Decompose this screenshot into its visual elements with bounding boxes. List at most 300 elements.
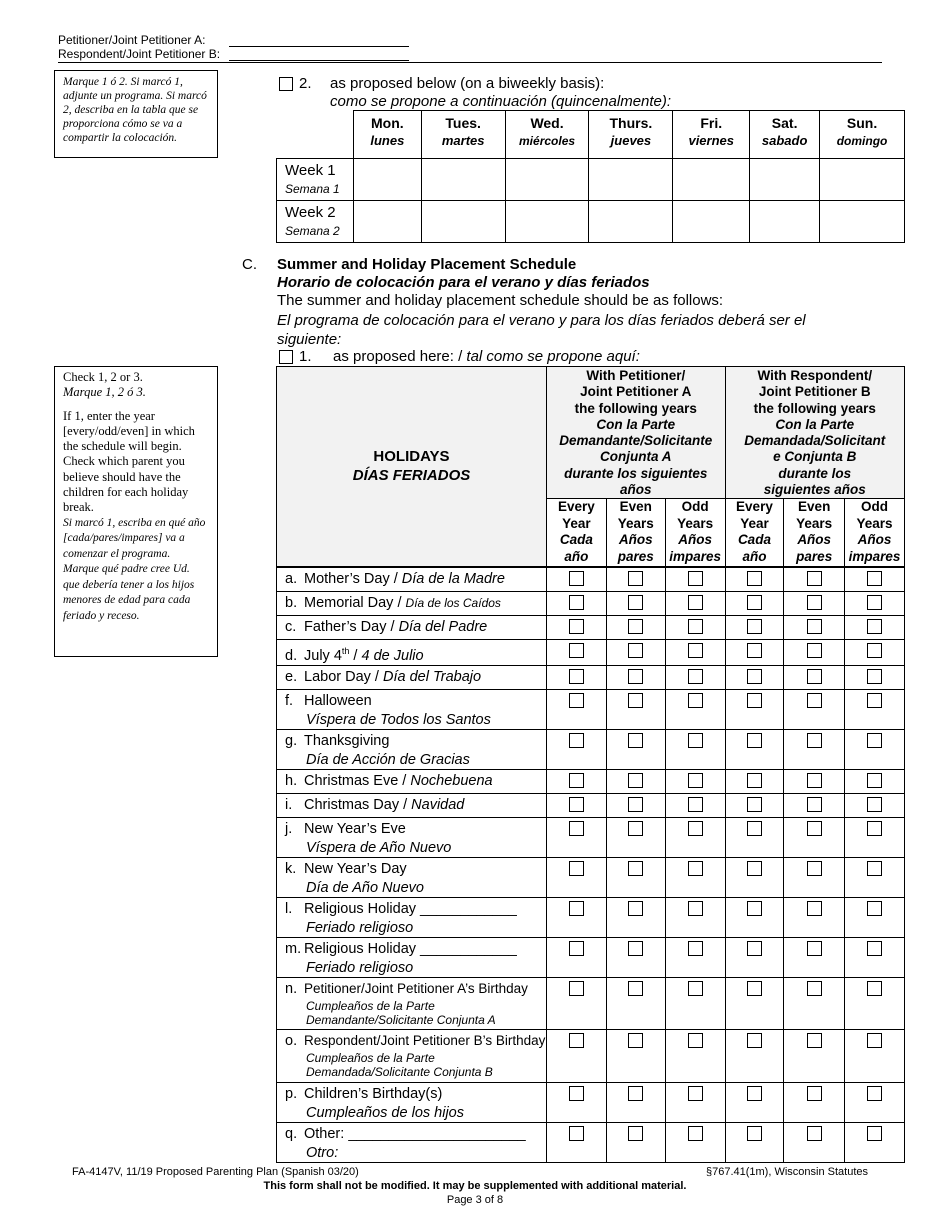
holiday-checkbox-cell: [784, 567, 845, 592]
holiday-checkbox-cell: [725, 794, 784, 818]
holiday-year-checkbox[interactable]: [747, 693, 762, 708]
holiday-year-checkbox[interactable]: [688, 1126, 703, 1141]
holiday-name-es: Día del Padre: [398, 618, 488, 635]
holiday-year-checkbox[interactable]: [867, 981, 882, 996]
year-column-header: [546, 499, 606, 567]
year-column-header-line: Even: [619, 499, 652, 515]
section-c-desc-en: The summer and holiday placement schedule should be as follows:: [277, 292, 724, 309]
holiday-checkbox-cell: [784, 730, 845, 770]
holiday-year-checkbox[interactable]: [867, 643, 882, 658]
holiday-year-checkbox[interactable]: [807, 773, 822, 788]
holiday-year-checkbox[interactable]: [569, 595, 584, 610]
holiday-name-es: Cumpleaños de la Parte: [306, 1050, 435, 1065]
holiday-name-en: Mother’s Day /: [304, 570, 402, 587]
holiday-year-checkbox[interactable]: [747, 619, 762, 634]
holiday-checkbox-cell: [546, 938, 606, 978]
group-header-line: durante los: [778, 465, 852, 481]
holiday-year-checkbox[interactable]: [569, 643, 584, 658]
group-header-line: e Conjunta B: [773, 449, 857, 465]
holiday-year-checkbox[interactable]: [867, 1086, 882, 1101]
holiday-group-header-row: [277, 367, 905, 499]
holiday-checkbox-cell: [546, 690, 606, 730]
holiday-year-checkbox[interactable]: [688, 821, 703, 836]
holiday-superscript: th: [341, 645, 350, 656]
holiday-year-checkbox[interactable]: [807, 1033, 822, 1048]
holiday-year-checkbox[interactable]: [688, 669, 703, 684]
year-column-header-line: Odd: [681, 499, 709, 515]
holiday-letter: l.: [285, 901, 293, 918]
day-header-mon: Mon. lunes: [353, 111, 421, 159]
day-header-sun: Sun. domingo: [820, 111, 905, 159]
holiday-year-checkbox[interactable]: [628, 861, 643, 876]
year-column-header-line: Year: [562, 515, 591, 531]
holiday-year-checkbox[interactable]: [807, 643, 822, 658]
year-column-header: [665, 499, 725, 567]
holidays-header: [277, 367, 547, 567]
holiday-checkbox-cell: [784, 1123, 845, 1163]
holiday-label: [277, 639, 547, 665]
holiday-year-checkbox[interactable]: [747, 1033, 762, 1048]
holiday-year-checkbox[interactable]: [569, 797, 584, 812]
holiday-year-checkbox[interactable]: [569, 1126, 584, 1141]
option-2-checkbox[interactable]: [279, 77, 293, 91]
holiday-checkbox-cell: [546, 639, 606, 665]
year-column-header: [784, 499, 845, 567]
holiday-year-checkbox[interactable]: [628, 619, 643, 634]
holiday-year-checkbox[interactable]: [688, 571, 703, 586]
holiday-year-checkbox[interactable]: [628, 941, 643, 956]
holiday-year-checkbox[interactable]: [569, 861, 584, 876]
year-column-header-line: Even: [798, 499, 831, 515]
holiday-name-en: Memorial Day /: [304, 594, 406, 611]
holiday-year-checkbox[interactable]: [688, 773, 703, 788]
holiday-name-en: New Year’s Day: [304, 861, 407, 878]
group-header-line: durante los siguientes años: [564, 465, 708, 498]
holiday-year-checkbox[interactable]: [867, 1126, 882, 1141]
schedule-cell[interactable]: [820, 159, 905, 201]
holiday-name-en: Children’s Birthday(s): [304, 1086, 443, 1103]
holiday-checkbox-cell: [665, 858, 725, 898]
schedule-cell[interactable]: [353, 159, 421, 201]
holiday-year-checkbox[interactable]: [569, 619, 584, 634]
holiday-year-checkbox[interactable]: [569, 571, 584, 586]
corner-cell: [277, 111, 354, 159]
holiday-name-es: Demandada/Solicitante Conjunta B: [306, 1064, 493, 1079]
holiday-letter: i.: [285, 797, 293, 814]
holiday-name-es: Día de la Madre: [401, 570, 505, 587]
holiday-checkbox-cell: [725, 666, 784, 690]
holiday-year-checkbox[interactable]: [688, 619, 703, 634]
holiday-checkbox-cell: [606, 690, 665, 730]
holiday-name-en: Halloween: [304, 693, 372, 710]
holiday-year-checkbox[interactable]: [628, 1086, 643, 1101]
holiday-label: [277, 1123, 547, 1163]
holiday-year-checkbox[interactable]: [747, 571, 762, 586]
schedule-cell[interactable]: [505, 201, 589, 243]
holiday-year-checkbox[interactable]: [807, 733, 822, 748]
holiday-checkbox-cell: [606, 794, 665, 818]
holiday-year-checkbox[interactable]: [688, 595, 703, 610]
holiday-year-checkbox[interactable]: [747, 981, 762, 996]
holiday-name-es: Día de Año Nuevo: [306, 879, 424, 896]
holiday-label: [277, 858, 547, 898]
holiday-year-checkbox[interactable]: [807, 901, 822, 916]
holiday-year-checkbox[interactable]: [867, 619, 882, 634]
holiday-year-checkbox[interactable]: [628, 595, 643, 610]
holiday-year-checkbox[interactable]: [747, 861, 762, 876]
holiday-year-checkbox[interactable]: [807, 981, 822, 996]
holiday-row: [277, 567, 905, 592]
biweekly-table: [276, 110, 905, 243]
holiday-checkbox-cell: [784, 1083, 845, 1123]
biweekly-header-row: [277, 111, 905, 159]
holiday-checkbox-cell: [784, 1030, 845, 1083]
side-note-title-es: Marque 1, 2 ó 3.: [63, 385, 146, 400]
day-header-wed: Wed. miércoles: [505, 111, 589, 159]
year-column-header-line: Años: [857, 532, 892, 548]
holiday-year-checkbox[interactable]: [747, 797, 762, 812]
holiday-row: [277, 639, 905, 665]
holiday-row: [277, 858, 905, 898]
holiday-checkbox-cell: [665, 639, 725, 665]
holiday-year-checkbox[interactable]: [747, 733, 762, 748]
respondent-field[interactable]: [229, 60, 409, 61]
holiday-year-checkbox[interactable]: [867, 693, 882, 708]
holiday-year-checkbox[interactable]: [867, 797, 882, 812]
holiday-checkbox-cell: [725, 818, 784, 858]
holiday-year-checkbox[interactable]: [628, 1033, 643, 1048]
option-1-checkbox[interactable]: [279, 350, 293, 364]
year-column-header-line: Años: [618, 532, 653, 548]
group-header-line: With Respondent/: [757, 368, 873, 383]
year-column-header-line: pares: [796, 548, 833, 564]
schedule-cell[interactable]: [353, 201, 421, 243]
holiday-year-checkbox[interactable]: [628, 821, 643, 836]
holiday-row: [277, 666, 905, 690]
holiday-checkbox-cell: [665, 666, 725, 690]
holiday-checkbox-cell: [725, 567, 784, 592]
year-column-header-line: Años: [678, 532, 712, 548]
option-1-label: [333, 348, 640, 365]
holiday-letter: c.: [285, 618, 297, 635]
holiday-year-checkbox[interactable]: [867, 773, 882, 788]
holiday-year-checkbox[interactable]: [867, 861, 882, 876]
holiday-year-checkbox[interactable]: [569, 901, 584, 916]
holiday-checkbox-cell: [845, 639, 905, 665]
holiday-year-checkbox[interactable]: [569, 941, 584, 956]
schedule-cell[interactable]: [673, 201, 750, 243]
holiday-year-checkbox[interactable]: [688, 941, 703, 956]
holiday-name-es: Otro:: [306, 1144, 339, 1161]
holiday-name-es: Día del Trabajo: [383, 669, 482, 686]
holiday-checkbox-cell: [606, 615, 665, 639]
holiday-year-checkbox[interactable]: [628, 773, 643, 788]
holiday-year-checkbox[interactable]: [807, 797, 822, 812]
year-column-header-line: Años: [797, 532, 832, 548]
holiday-row: [277, 690, 905, 730]
week-label: Week 1 Semana 1: [277, 159, 354, 201]
holiday-row: [277, 1030, 905, 1083]
holiday-year-checkbox[interactable]: [807, 861, 822, 876]
schedule-cell[interactable]: [750, 159, 820, 201]
holiday-year-checkbox[interactable]: [688, 861, 703, 876]
holiday-year-checkbox[interactable]: [628, 643, 643, 658]
holiday-checkbox-cell: [606, 898, 665, 938]
day-header-thu: Thurs. jueves: [589, 111, 673, 159]
week-row: [277, 159, 905, 201]
holiday-checkbox-cell: [845, 818, 905, 858]
holiday-checkbox-cell: [546, 818, 606, 858]
holiday-checkbox-cell: [546, 730, 606, 770]
holiday-year-checkbox[interactable]: [628, 733, 643, 748]
group-header-line: the following years: [574, 400, 697, 416]
holiday-name-es: Feriado religioso: [306, 959, 414, 976]
holiday-checkbox-cell: [845, 1123, 905, 1163]
holiday-year-checkbox[interactable]: [747, 595, 762, 610]
holiday-name-es: 4 de Julio: [361, 647, 424, 664]
holiday-name-es: Víspera de Año Nuevo: [306, 839, 452, 856]
holiday-letter: q.: [285, 1126, 298, 1143]
holiday-year-checkbox[interactable]: [569, 1033, 584, 1048]
holiday-letter: f.: [285, 693, 294, 710]
holiday-checkbox-cell: [665, 818, 725, 858]
schedule-cell[interactable]: [421, 201, 505, 243]
header-divider: [58, 62, 882, 63]
holiday-year-checkbox[interactable]: [569, 981, 584, 996]
holiday-checkbox-cell: [784, 666, 845, 690]
holiday-checkbox-cell: [606, 666, 665, 690]
holiday-checkbox-cell: [784, 938, 845, 978]
holiday-checkbox-cell: [725, 730, 784, 770]
holiday-year-checkbox[interactable]: [688, 1086, 703, 1101]
holiday-row: [277, 615, 905, 639]
holiday-checkbox-cell: [784, 818, 845, 858]
year-column-header-line: año: [564, 548, 589, 564]
year-column-header-line: Odd: [861, 499, 889, 515]
holiday-checkbox-cell: [845, 938, 905, 978]
holiday-year-checkbox[interactable]: [747, 669, 762, 684]
holiday-year-checkbox[interactable]: [688, 643, 703, 658]
holiday-checkbox-cell: [606, 1123, 665, 1163]
holidays-header-es: DÍAS FERIADOS: [352, 467, 471, 485]
schedule-cell[interactable]: [421, 159, 505, 201]
holiday-letter: b.: [285, 594, 298, 611]
holiday-label: [277, 1083, 547, 1123]
holiday-name-en: Thanksgiving: [304, 733, 390, 750]
year-column-header: [725, 499, 784, 567]
holiday-name-sep: /: [349, 647, 362, 664]
holiday-year-checkbox[interactable]: [569, 821, 584, 836]
holiday-year-checkbox[interactable]: [688, 981, 703, 996]
holiday-name-en: Other: ______________________: [304, 1126, 526, 1143]
side-note-body-es: Si marcó 1, escriba en qué año [cada/pares/impares] va a comenzar el programa. Marque qué padre cree Ud. que debería tener a los hijos menores de edad para cada feriado y receso.: [63, 516, 206, 622]
holiday-year-checkbox[interactable]: [628, 981, 643, 996]
holiday-year-checkbox[interactable]: [807, 619, 822, 634]
holiday-year-checkbox[interactable]: [747, 643, 762, 658]
holiday-year-checkbox[interactable]: [807, 571, 822, 586]
holiday-row: [277, 730, 905, 770]
option-2-number: 2.: [299, 75, 312, 92]
schedule-cell[interactable]: [673, 159, 750, 201]
holiday-checkbox-cell: [665, 794, 725, 818]
section-c-letter: C.: [242, 256, 257, 273]
holiday-checkbox-cell: [845, 858, 905, 898]
option-2-label-es: como se propone a continuación (quincenalmente):: [330, 93, 672, 110]
holiday-year-checkbox[interactable]: [747, 773, 762, 788]
holiday-year-checkbox[interactable]: [747, 1086, 762, 1101]
year-column-header-line: Every: [736, 499, 773, 515]
holiday-year-checkbox[interactable]: [867, 821, 882, 836]
side-note-text: Marque 1 ó 2. Si marcó 1, adjunte un programa. Si marcó 2, describa en la tabla que se proporciona cómo se va a compartir la colocación.: [63, 76, 207, 144]
holiday-year-checkbox[interactable]: [747, 941, 762, 956]
schedule-cell[interactable]: [505, 159, 589, 201]
holiday-checkbox-cell: [606, 730, 665, 770]
holiday-letter: j.: [285, 821, 293, 838]
holiday-checkbox-cell: [665, 1030, 725, 1083]
holiday-year-checkbox[interactable]: [569, 1086, 584, 1101]
holiday-checkbox-cell: [725, 1083, 784, 1123]
holiday-year-checkbox[interactable]: [569, 669, 584, 684]
holiday-checkbox-cell: [845, 1083, 905, 1123]
holiday-checkbox-cell: [845, 770, 905, 794]
holiday-checkbox-cell: [784, 770, 845, 794]
holiday-checkbox-cell: [546, 1083, 606, 1123]
holiday-year-checkbox[interactable]: [569, 693, 584, 708]
holiday-row: [277, 898, 905, 938]
holiday-year-checkbox[interactable]: [688, 901, 703, 916]
holiday-year-checkbox[interactable]: [628, 571, 643, 586]
holiday-checkbox-cell: [845, 666, 905, 690]
holiday-checkbox-cell: [784, 898, 845, 938]
holiday-year-checkbox[interactable]: [807, 1086, 822, 1101]
holiday-year-checkbox[interactable]: [807, 821, 822, 836]
holiday-year-checkbox[interactable]: [688, 797, 703, 812]
holiday-year-checkbox[interactable]: [628, 901, 643, 916]
holiday-checkbox-cell: [845, 898, 905, 938]
holiday-year-checkbox[interactable]: [628, 797, 643, 812]
holiday-year-checkbox[interactable]: [807, 669, 822, 684]
holiday-year-checkbox[interactable]: [867, 941, 882, 956]
side-note-placement: [54, 70, 218, 158]
holiday-year-checkbox[interactable]: [807, 1126, 822, 1141]
holiday-checkbox-cell: [546, 591, 606, 615]
holiday-year-checkbox[interactable]: [688, 1033, 703, 1048]
holiday-year-checkbox[interactable]: [688, 733, 703, 748]
group-header-line: Demandada/Solicitant: [744, 433, 886, 449]
option-2-label-en: as proposed below (on a biweekly basis):: [330, 75, 605, 92]
holiday-year-checkbox[interactable]: [867, 669, 882, 684]
holiday-checkbox-cell: [606, 591, 665, 615]
holiday-year-checkbox[interactable]: [867, 1033, 882, 1048]
group-header-line: With Petitioner/: [586, 368, 686, 383]
holiday-table: [276, 366, 905, 1163]
schedule-cell[interactable]: [589, 159, 673, 201]
section-c-title-es: Horario de colocación para el verano y días feriados: [277, 274, 650, 291]
holiday-letter: n.: [285, 981, 298, 998]
year-column-header-line: pares: [617, 548, 654, 564]
holiday-checkbox-cell: [725, 770, 784, 794]
option-1-number: 1.: [299, 348, 312, 365]
holiday-checkbox-cell: [606, 567, 665, 592]
holiday-letter: d.: [285, 647, 298, 664]
schedule-cell[interactable]: [589, 201, 673, 243]
holiday-letter: m.: [285, 941, 302, 958]
day-header-sat: Sat. sabado: [750, 111, 820, 159]
holiday-checkbox-cell: [784, 639, 845, 665]
year-column-header: [606, 499, 665, 567]
holiday-year-checkbox[interactable]: [747, 901, 762, 916]
holiday-checkbox-cell: [845, 730, 905, 770]
holiday-year-checkbox[interactable]: [628, 1126, 643, 1141]
holiday-year-checkbox[interactable]: [807, 941, 822, 956]
holiday-year-checkbox[interactable]: [569, 773, 584, 788]
holiday-year-checkbox[interactable]: [867, 595, 882, 610]
year-column-header-line: Cada: [737, 532, 771, 548]
section-c-desc-es: El programa de colocación para el verano y para los días feriados deberá ser el siguiente:: [277, 312, 806, 348]
holiday-label: [277, 690, 547, 730]
holiday-year-checkbox[interactable]: [747, 1126, 762, 1141]
schedule-cell[interactable]: [820, 201, 905, 243]
holiday-year-checkbox[interactable]: [569, 733, 584, 748]
holiday-checkbox-cell: [546, 1030, 606, 1083]
holiday-checkbox-cell: [784, 615, 845, 639]
holiday-year-checkbox[interactable]: [628, 693, 643, 708]
holiday-checkbox-cell: [665, 615, 725, 639]
holiday-checkbox-cell: [665, 770, 725, 794]
holiday-label: [277, 794, 547, 818]
year-column-header-line: Years: [856, 515, 893, 531]
holiday-checkbox-cell: [845, 567, 905, 592]
holiday-name-en: July 4: [304, 647, 342, 664]
holiday-year-checkbox[interactable]: [807, 595, 822, 610]
holiday-name-es: Día de Acción de Gracias: [306, 751, 470, 768]
holiday-row: [277, 818, 905, 858]
holiday-checkbox-cell: [845, 978, 905, 1030]
holiday-checkbox-cell: [725, 615, 784, 639]
holiday-year-checkbox[interactable]: [688, 693, 703, 708]
holidays-header-en: HOLIDAYS: [373, 448, 450, 466]
schedule-cell[interactable]: [750, 201, 820, 243]
year-column-header-line: impares: [848, 548, 901, 564]
holiday-year-checkbox[interactable]: [807, 693, 822, 708]
holiday-year-checkbox[interactable]: [867, 733, 882, 748]
holiday-year-checkbox[interactable]: [747, 821, 762, 836]
group-header-line: Demandante/Solicitante: [559, 433, 713, 449]
option-1-label-en: as proposed here: /: [333, 348, 467, 365]
holiday-checkbox-cell: [665, 567, 725, 592]
holiday-checkbox-cell: [845, 1030, 905, 1083]
holiday-checkbox-cell: [606, 938, 665, 978]
holiday-letter: e.: [285, 669, 298, 686]
holiday-checkbox-cell: [784, 690, 845, 730]
holiday-name-es: Navidad: [411, 797, 465, 814]
section-c-title-en: Summer and Holiday Placement Schedule: [277, 256, 577, 273]
holiday-name-en: Christmas Eve /: [304, 773, 411, 790]
holiday-checkbox-cell: [606, 978, 665, 1030]
option-1-label-es: tal como se propone aquí:: [466, 348, 640, 365]
holiday-checkbox-cell: [546, 615, 606, 639]
holiday-year-checkbox[interactable]: [867, 901, 882, 916]
holiday-checkbox-cell: [546, 898, 606, 938]
holiday-checkbox-cell: [606, 818, 665, 858]
footer-page-number: Page 3 of 8: [446, 1194, 504, 1206]
holiday-checkbox-cell: [725, 690, 784, 730]
holiday-year-checkbox[interactable]: [867, 571, 882, 586]
holiday-checkbox-cell: [784, 794, 845, 818]
holiday-label: [277, 898, 547, 938]
petitioner-field[interactable]: [229, 46, 409, 47]
holiday-year-checkbox[interactable]: [628, 669, 643, 684]
